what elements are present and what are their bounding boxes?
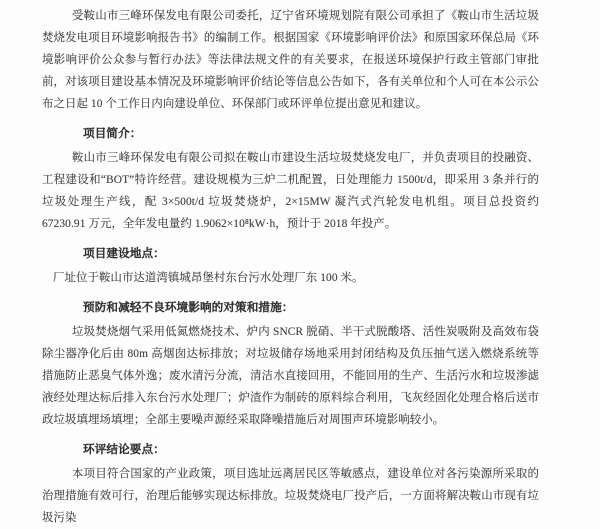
section-paragraph-project-location: 厂址位于鞍山市达道湾镇城昂堡村东台污水处理厂东 100 米。	[53, 272, 364, 284]
intro-paragraph: 受鞍山市三峰环保发电有限公司委托，辽宁省环境规划院有限公司承担了《鞍山市生活垃圾焚烧发电项目环境影响报告书》的编制工作。根据国家《环境影响评价法》和原国家环保总局《环境影响评价公众参与暂行办法》等法律法规文件的有关要求，在报送环境保护行政主管部门审批前，对该项目建设基本情况及环境影响评价结论等信息公告如下，各有关单位和个人可在本公示公布之日起 10 个工作日内向建设单位、环保部门或环评单位提出意见和建议。	[42, 10, 539, 110]
section-heading-eia-conclusion: 环评结论要点：	[83, 443, 165, 456]
section-paragraph-project-intro: 鞍山市三峰环保发电有限公司拟在鞍山市建设生活垃圾焚烧发电厂，并负责项目的投融资、工程建设和“BOT”特许经营。建设规模为三炉二机配置，日处理能力 1500t/d，即采用 3 条并行的垃圾处理生产线，配 3×500t/d 垃圾焚烧炉，2×15MW 凝汽式汽轮发电机组。项目总投资约 67230.91 万元，全年发电量约 1.9062×10⁸kW·h，预计于 2018 年投产。	[42, 152, 539, 230]
section-paragraph-mitigation-measures: 垃圾焚烧烟气采用低氮燃烧技术、炉内 SNCR 脱硝、半干式脱酸塔、活性炭吸附及高效布袋除尘器净化后由 80m 高烟囱达标排放；对垃圾储存场地采用封闭结构及负压抽气送入燃烧系统等措施防止恶臭气体外逸；废水清污分流，清洁水直接回用，不能回用的生产、生活污水和垃圾渗滤液经处理达标后排入东台污水处理厂；炉渣作为制砖的原料综合利用，飞灰经固化处理合格后送市政垃圾填埋场填埋；全部主要噪声源经采取降噪措施后对周围声环境影响较小。	[42, 326, 539, 426]
section-paragraph-eia-conclusion: 本项目符合国家的产业政策，项目选址远离居民区等敏感点，建设单位对各污染源所采取的治理措施有效可行，治理后能够实现达标排放。垃圾焚烧电厂投产后，一方面将解决鞍山市现有垃圾污染	[42, 468, 539, 524]
section-heading-project-intro: 项目简介：	[83, 127, 142, 140]
section-heading-mitigation-measures: 预防和减轻不良环境影响的对策和措施：	[83, 301, 294, 314]
document-page	[42, 0, 539, 529]
section-heading-project-location: 项目建设地点：	[83, 247, 165, 260]
